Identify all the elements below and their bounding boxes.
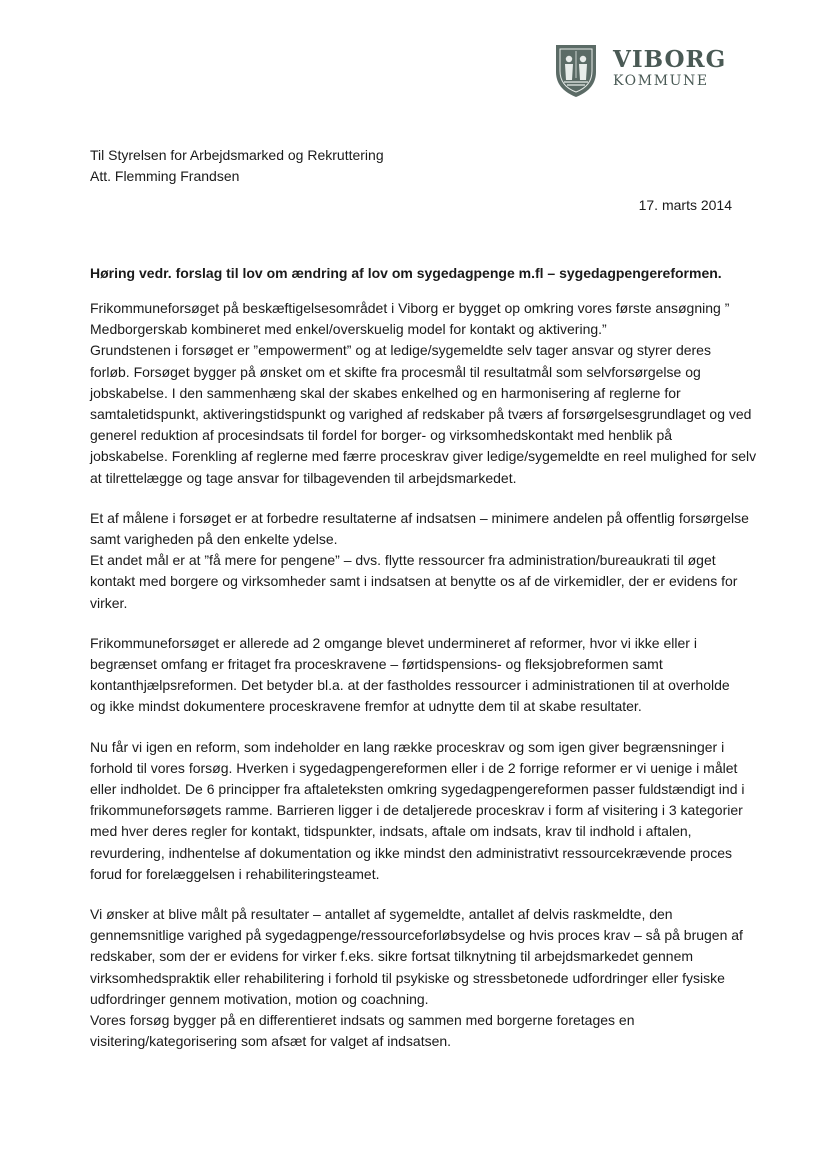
logo-subtitle: KOMMUNE xyxy=(613,73,709,89)
text-line: Grundstenen i forsøget er ”empowerment” og at ledige/sygemeldte selv tager ansvar og styrer deres xyxy=(90,342,711,359)
recipient-organisation: Til Styrelsen for Arbejdsmarked og Rekruttering xyxy=(90,147,384,163)
letter-body xyxy=(90,298,757,1072)
text-line: forud for forelæggelsen i rehabiliteringsteamet. xyxy=(90,865,380,882)
viborg-kommune-logo xyxy=(553,40,727,102)
text-line: samt varigheden på den enkelte ydelse. xyxy=(90,531,338,548)
text-line: Frikommuneforsøget er allerede ad 2 omgange blevet undermineret af reformer, hvor vi ikke eller i xyxy=(90,634,697,651)
paragraph xyxy=(90,633,740,718)
text-line: begrænset omfang er fritaget fra proceskravene – førtidspensions- og fleksjobreformen samt xyxy=(90,656,663,673)
text-line: revurdering, indhentelse af dokumentation og ikke mindst den administrativt ressourcekrævende proces xyxy=(90,844,733,861)
text-line: generel reduktion af procesindsats til fordel for borger- og virksomhedskontakt med henblik på xyxy=(90,427,673,444)
text-line: Frikommuneforsøget på beskæftigelsesområdet i Viborg er bygget op omkring vores første ansøgning ” xyxy=(90,300,730,316)
text-line: Et af målene i forsøget er at forbedre resultaterne af indsatsen – minimere andelen på offentlig forsørgelse xyxy=(90,509,749,526)
paragraph xyxy=(90,298,757,489)
text-line: kontakt med borgere og virksomheder samt i indsatsen at benytte os af de virkemidler, der er evidens for xyxy=(90,573,738,590)
text-line: og ikke mindst dokumentere proceskravene fremfor at udnytte dem til at skabe resultater. xyxy=(90,698,642,715)
text-line: med hver deres regler for kontakt, tidspunkter, indsats, aftale om indsats, krav til indhold i aftalen, xyxy=(90,823,692,840)
logo-name: VIBORG xyxy=(613,46,727,73)
paragraph xyxy=(90,508,749,614)
letter-subject: Høring vedr. forslag til lov om ændring af lov om sygedagpenge m.fl – sygedagpengereformen. xyxy=(90,265,722,281)
text-line: kontanthjælpsreformen. Det betyder bl.a. at der fastholdes ressourcer i administrationen til at overholde xyxy=(90,677,730,694)
text-line: redskaber, som der er evidens for virker f.eks. sikre fortsat tilknytning til arbejdsmarkedet gennem xyxy=(90,948,694,965)
text-line: Nu får vi igen en reform, som indeholder en lang række proceskrav og som igen giver begrænsninger i xyxy=(90,738,725,755)
text-line: jobskabelse. I den sammenhæng skal der skabes enkelhed og en harmonisering af reglerne for xyxy=(90,384,681,401)
coat-of-arms-icon xyxy=(553,42,599,98)
text-line: frikommuneforsøgets ramme. Barrieren ligger i de detaljerede proceskrav i form af visitering i 3 kategorier xyxy=(90,802,743,819)
paragraph xyxy=(90,904,743,1052)
text-line: samtaletidspunkt, aktiveringstidspunkt og varighed af redskaber på tværs af forsørgelsesgrundlaget og ved xyxy=(90,406,752,423)
text-line: gennemsnitlige varighed på sygedagpenge/ressourceforløbsydelse og hvis proces krav – så på brugen af xyxy=(90,927,743,944)
recipient-attention: Att. Flemming Frandsen xyxy=(90,168,240,184)
recipient-block xyxy=(90,145,384,187)
text-line: virksomhedspraktik eller rehabilitering i forhold til psykiske og stressbetonede udfordringer eller fysiske xyxy=(90,969,725,986)
text-line: visitering/kategorisering som afsæt for valget af indsatsen. xyxy=(90,1033,452,1050)
text-line: jobskabelse. Forenkling af reglerne med færre proceskrav giver ledige/sygemeldte en reel mulighed for selv xyxy=(90,448,757,465)
text-line: Et andet mål er at ”få mere for pengene” – dvs. flytte ressourcer fra administration/bureaukrati til øget xyxy=(90,552,716,569)
text-line: forløb. Forsøget bygger på ønsket om et skifte fra procesmål til resultatmål som selvforsørgelse og xyxy=(90,363,701,380)
text-line: eller indholdet. De 6 principper fra aftaleteksten omkring sygedagpengereformen passer fuldstændigt ind i xyxy=(90,781,745,798)
text-line: udfordringer gennem motivation, motion og coachning. xyxy=(90,990,429,1007)
text-line: Vores forsøg bygger på en differentieret indsats og sammen med borgerne foretages en xyxy=(90,1012,635,1029)
text-line: Medborgerskab kombineret med enkel/overskuelig model for kontakt og aktivering.” xyxy=(90,321,607,338)
paragraph xyxy=(90,737,745,885)
text-line: Vi ønsker at blive målt på resultater – antallet af sygemeldte, antallet af delvis raskmeldte, den xyxy=(90,906,673,923)
logo-text xyxy=(613,48,726,88)
letter-date: 17. marts 2014 xyxy=(638,197,732,213)
text-line: forhold til vores forsøg. Hverken i sygedagpengereformen eller i de 2 forrige reformer er vi uenige i målet xyxy=(90,759,738,776)
text-line: at tilrettelægge og tage ansvar for tilbagevenden til arbejdsmarkedet. xyxy=(90,469,517,486)
text-line: virker. xyxy=(90,594,128,611)
